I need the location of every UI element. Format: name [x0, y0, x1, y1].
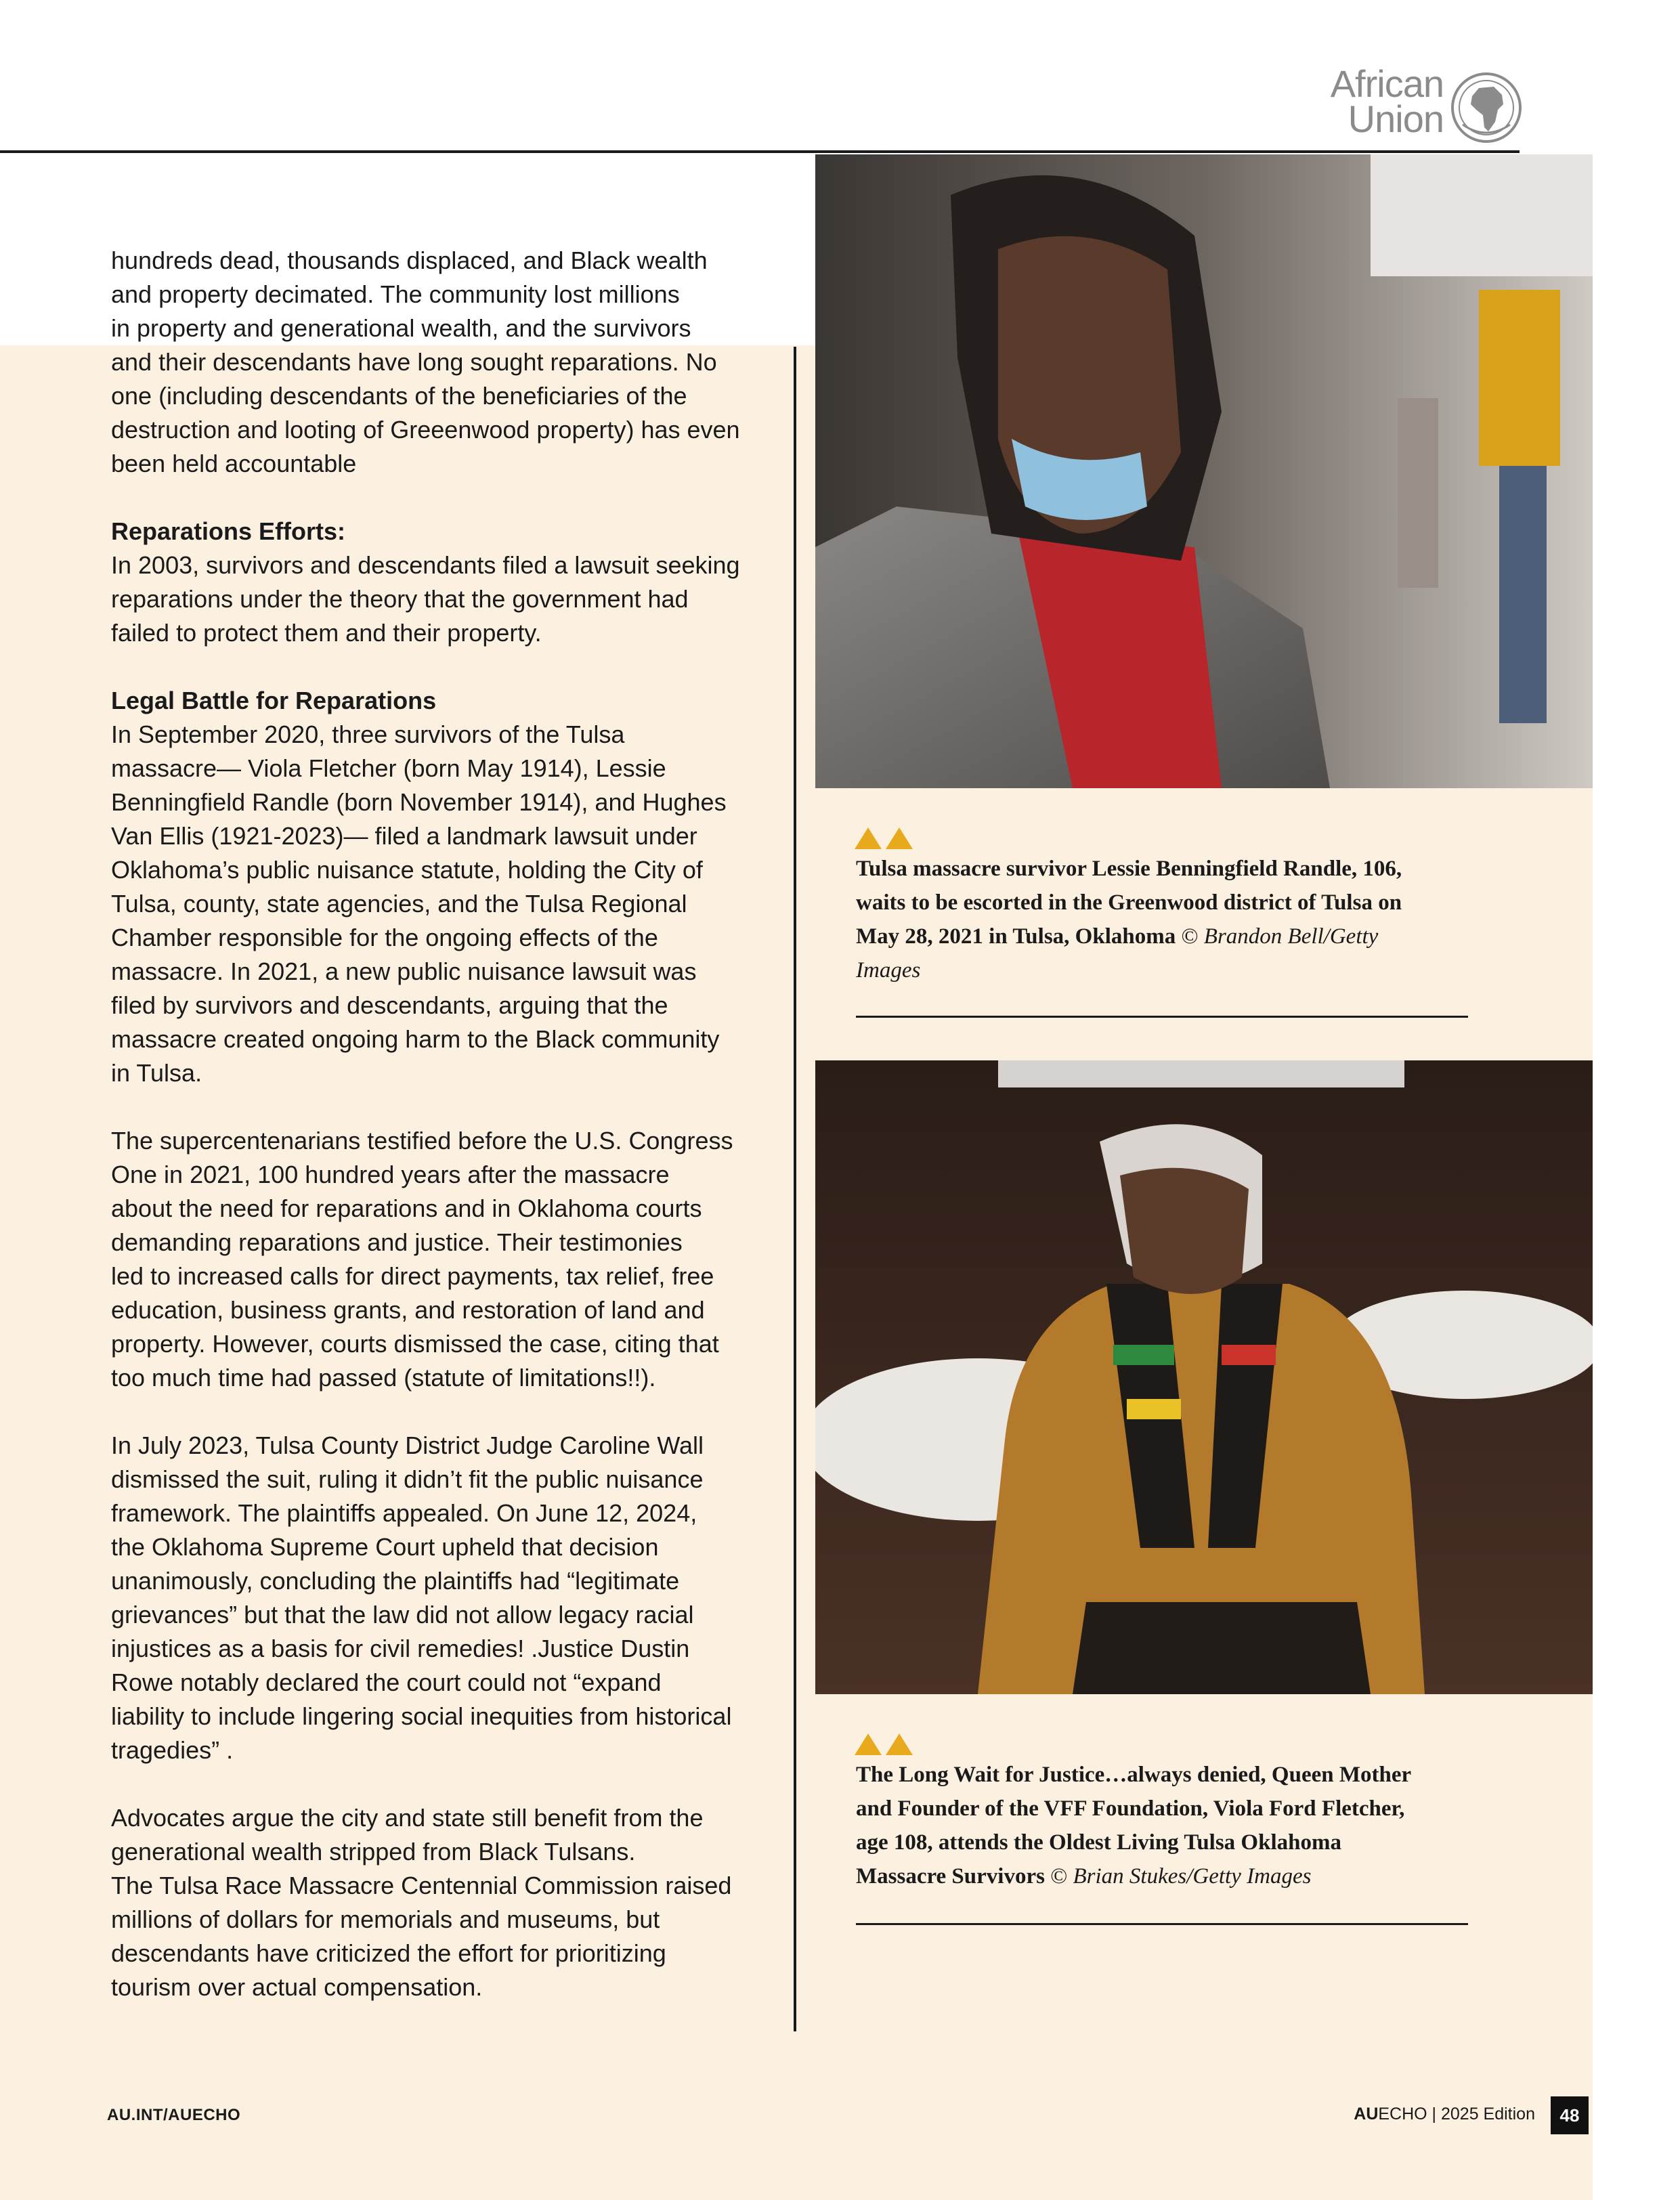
- column-divider: [794, 347, 796, 2031]
- logo-line-african: African: [1330, 62, 1444, 105]
- caption-photo-2: The Long Wait for Justice…always denied, Queen Mother and Founder of the VFF Foundation, Viola Ford Fletcher, age 108, attends the Oldest Living Tulsa Oklahoma Massacre Survivors © Brian Stukes/Getty Images: [856, 1763, 1412, 1889]
- heading-legal-battle: Legal Battle for Reparations: [111, 687, 437, 714]
- paragraph-testimony: The supercentenarians testified before the U.S. Congress One in 2021, 100 hundred years after the massacre about the need for reparations and in Oklahoma courts demanding reparations and justice. Their testimonies led to increased calls for direct payments, tax relief, free education, business grants, and restoration of land and property. However, courts dismissed the case, citing that too much time had passed (statute of limitations!!).: [111, 1127, 733, 1392]
- header-rule: [0, 150, 1520, 153]
- logo-line-union: Union: [1348, 98, 1444, 140]
- footer-brand-rest: ECHO | 2025 Edition: [1378, 2105, 1535, 2123]
- footer-edition: [1354, 2105, 1535, 2124]
- footer-brand: AU: [1354, 2105, 1379, 2123]
- caption-2-rule: [856, 1923, 1468, 1925]
- caption-photo-1: Tulsa massacre survivor Lessie Benningfield Randle, 106, waits to be escorted in the Greenwood district of Tulsa on May 28, 2021 in Tulsa, Oklahoma © Brandon Bell/Getty Images: [856, 857, 1402, 983]
- heading-reparations-efforts: Reparations Efforts:: [111, 517, 346, 545]
- caption-1-arrows-icon: [855, 827, 916, 849]
- african-union-logo: [1307, 62, 1524, 149]
- page-number: 48: [1551, 2096, 1589, 2134]
- paragraph-advocates: Advocates argue the city and state still benefit from the generational wealth stripped from Black Tulsans. The Tulsa Race Massacre Centennial Commission raised millions of dollars for memorials and museums, but descendants have criticized the effort for prioritizing tourism over actual compensation.: [111, 1804, 732, 2001]
- photo-lessie-benningfield-randle: [815, 154, 1593, 788]
- photo-viola-ford-fletcher: [815, 1060, 1593, 1694]
- caption-1-rule: [856, 1016, 1468, 1018]
- caption-2-arrows-icon: [855, 1733, 916, 1755]
- logo-wordmark: [1330, 62, 1444, 140]
- paragraph-legal-battle: In September 2020, three survivors of the Tulsa massacre— Viola Fletcher (born May 1914), Lessie Benningfield Randle (born November 1914), and Hughes Van Ellis (1921-2023)— filed a landmark lawsuit under Oklahoma’s public nuisance statute, holding the City of Tulsa, county, state agencies, and the Tulsa Regional Chamber responsible for the ongoing effects of the massacre. In 2021, a new public nuisance lawsuit was filed by survivors and descendants, arguing that the massacre created ongoing harm to the Black community in Tulsa.: [111, 720, 727, 1087]
- paragraph-dismissal: In July 2023, Tulsa County District Judge Caroline Wall dismissed the suit, ruling it didn’t fit the public nuisance framework. The plaintiffs appealed. On June 12, 2024, the Oklahoma Supreme Court upheld that decision unanimously, concluding the plaintiffs had “legitimate grievances” but that the law did not allow legacy racial injustices as a basis for civil remedies! .Justice Dustin Rowe notably declared the court could not “expand liability to include lingering social inequities from historical tragedies” .: [111, 1431, 732, 1764]
- african-union-emblem-icon: [1449, 70, 1524, 145]
- paragraph-intro: hundreds dead, thousands displaced, and Black wealth and property decimated. The community lost millions in property and generational wealth, and the survivors and their descendants have long sought reparations. No one (including descendants of the beneficiaries of the destruction and looting of Greeenwood property) has even been held accountable: [111, 246, 740, 477]
- article-body: [111, 244, 775, 2004]
- footer-website: AU.INT/AUECHO: [107, 2106, 241, 2124]
- paragraph-reparations: In 2003, survivors and descendants filed a lawsuit seeking reparations under the theory that the government had failed to protect them and their property.: [111, 551, 740, 647]
